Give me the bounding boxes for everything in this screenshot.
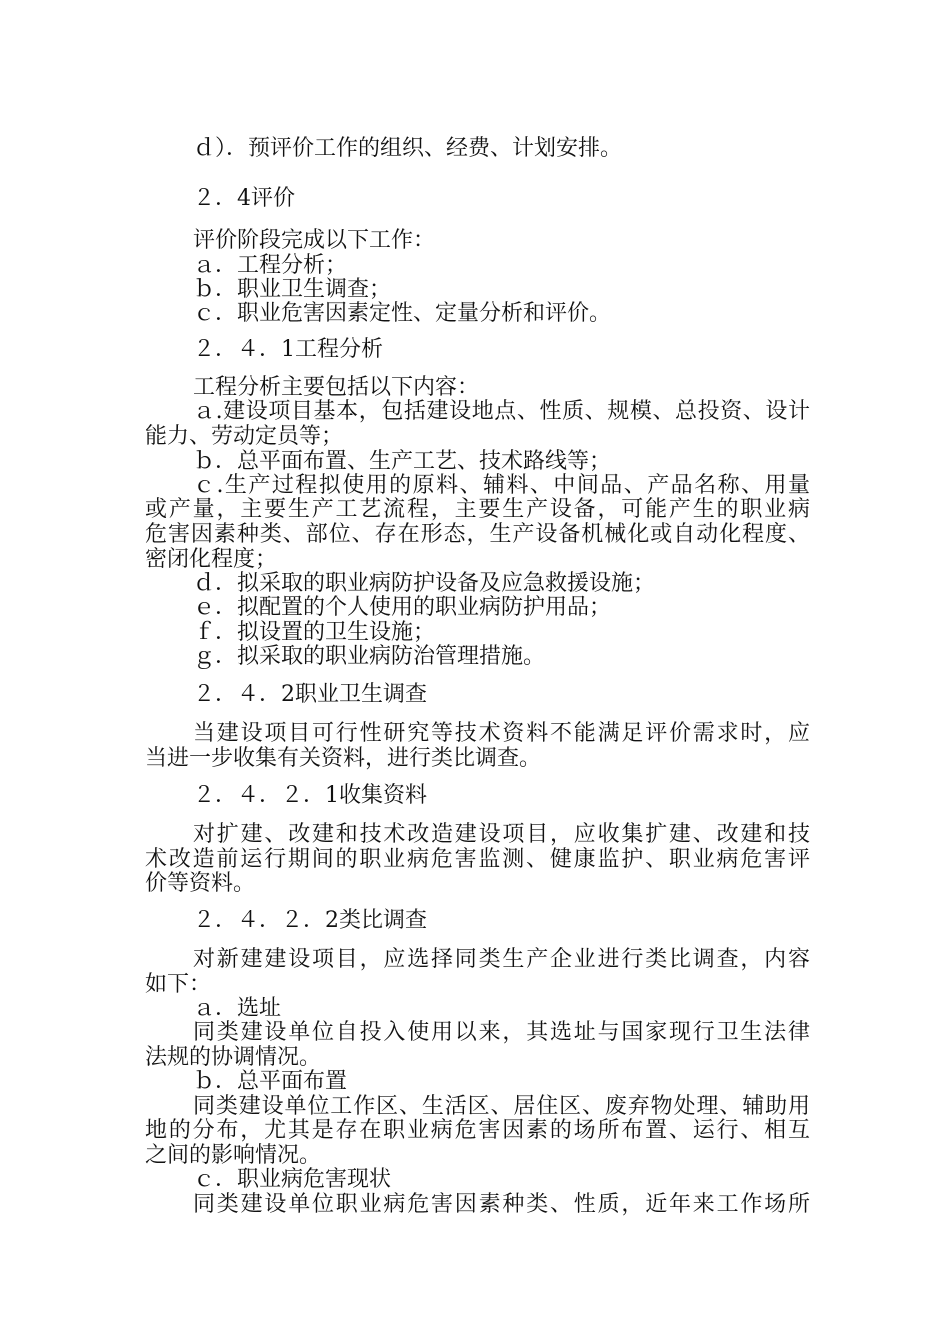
list-item: ｆ．拟设置的卫生设施； (193, 620, 436, 645)
paragraph-line: 同类建设单位自投入使用以来，其选址与国家现行卫生法律 (193, 1020, 810, 1045)
section-heading-2-4-1: ２．４．1工程分析 (193, 337, 383, 362)
list-item: ｂ．职业卫生调查； (193, 277, 392, 302)
paragraph-line: 之间的影响情况。 (145, 1143, 322, 1168)
section-heading-2-4: ２．4评价 (193, 186, 295, 211)
paragraph-line: 对新建建设项目，应选择同类生产企业进行类比调查，内容 (193, 947, 810, 972)
paragraph-line: 对扩建、改建和技术改造建设项目，应收集扩建、改建和技 (193, 822, 810, 847)
paragraph-line: 同类建设单位工作区、生活区、居住区、废弃物处理、辅助用 (193, 1094, 810, 1119)
paragraph-line: 如下： (145, 972, 212, 997)
list-item: ｇ．拟采取的职业病防治管理措施。 (193, 644, 546, 669)
list-item: ｃ.生产过程拟使用的原料、辅料、中间品、产品名称、用量 (193, 473, 810, 498)
list-item-d-organization: ｄ）．预评价工作的组织、经费、计划安排。 (193, 136, 623, 161)
section-heading-2-4-2-1: ２．４．２．1收集资料 (193, 783, 427, 808)
list-item: ｂ．总平面布置 (193, 1069, 348, 1094)
list-item: ｄ．拟采取的职业病防护设备及应急救援设施； (193, 571, 656, 596)
paragraph-line: 同类建设单位职业病危害因素种类、性质，近年来工作场所 (193, 1192, 810, 1217)
list-item: ｃ．职业病危害现状 (193, 1167, 392, 1192)
paragraph-line: 价等资料。 (145, 871, 256, 896)
paragraph-line: 术改造前运行期间的职业病危害监测、健康监护、职业病危害评 (145, 847, 810, 872)
paragraph-line: 当建设项目可行性研究等技术资料不能满足评价需求时，应 (193, 721, 810, 746)
section-heading-2-4-2: ２．４．2职业卫生调查 (193, 682, 427, 707)
paragraph-line: 当进一步收集有关资料，进行类比调查。 (145, 746, 542, 771)
paragraph-line: 能力、劳动定员等； (145, 424, 344, 449)
paragraph-line: 危害因素种类、部位、存在形态，生产设备机械化或自动化程度、 (145, 522, 810, 547)
paragraph-line: 地的分布，尤其是存在职业病危害因素的场所布置、运行、相互 (145, 1118, 810, 1143)
paragraph-line: 评价阶段完成以下工作： (193, 228, 436, 253)
paragraph-line: 工程分析主要包括以下内容： (193, 375, 480, 400)
list-item: ｃ．职业危害因素定性、定量分析和评价。 (193, 301, 612, 326)
paragraph-line: 密闭化程度； (145, 547, 278, 572)
list-item: ａ.建设项目基本，包括建设地点、性质、规模、总投资、设计 (193, 399, 810, 424)
list-item: ａ．工程分析； (193, 253, 348, 278)
paragraph-line: 或产量，主要生产工艺流程，主要生产设备，可能产生的职业病 (145, 497, 810, 522)
list-item: ｂ．总平面布置、生产工艺、技术路线等； (193, 449, 612, 474)
paragraph-line: 法规的协调情况。 (145, 1045, 322, 1070)
list-item: ａ．选址 (193, 996, 282, 1021)
list-item: ｅ．拟配置的个人使用的职业病防护用品； (193, 595, 612, 620)
section-heading-2-4-2-2: ２．４．２．2类比调查 (193, 908, 427, 933)
